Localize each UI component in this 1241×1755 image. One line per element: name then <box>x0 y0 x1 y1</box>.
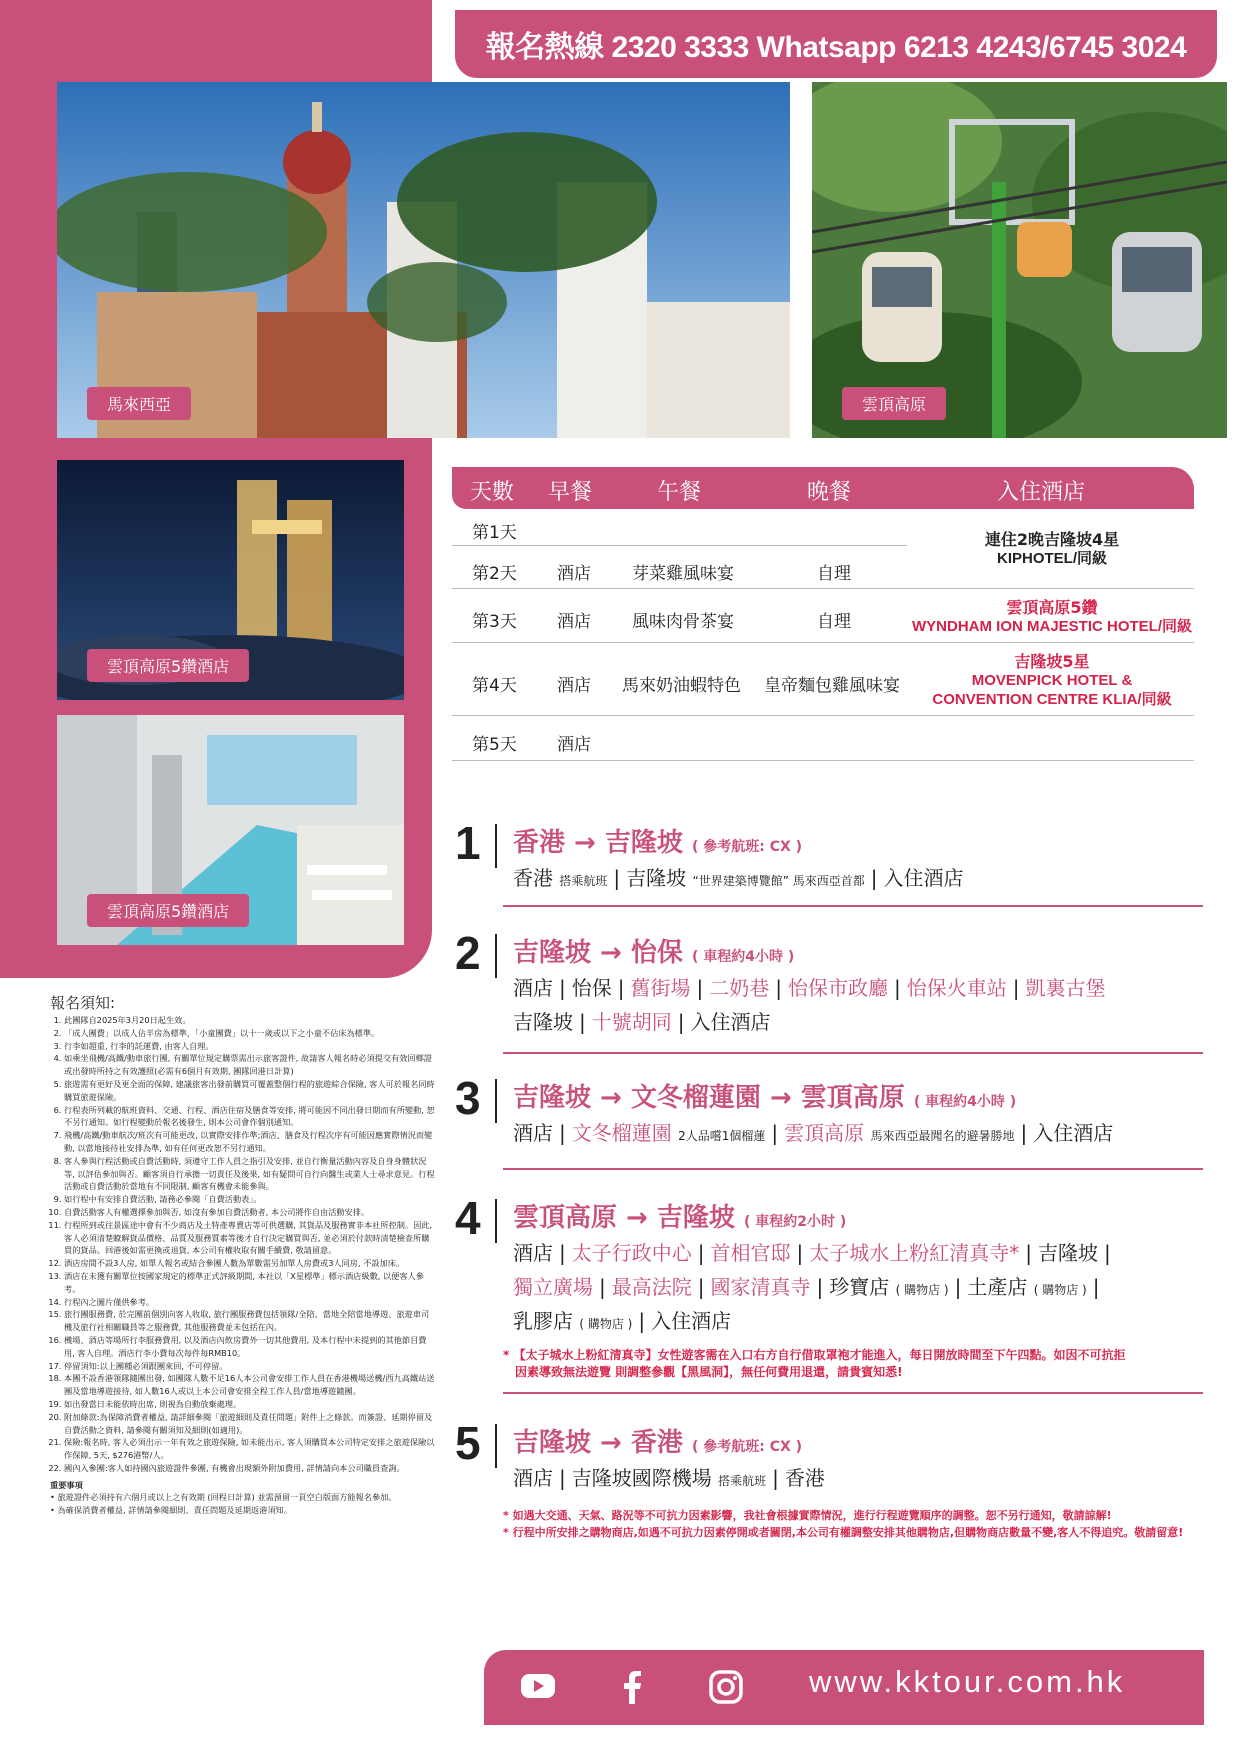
note-item: 11. 行程所到或往景區途中會有不少商店及土特產專賣店等可供選購, 其貨品及服務實非本社所控制。因此, 客人必須清楚瞭解貨品價格、品質及服務質素等後才自行決定購買與否, 並必須於付款時清楚檢查所購買的貨品。回港後如需更換或退貨, 本公司有權收取有關手續費, 敬請留意。 <box>64 1219 435 1257</box>
day-number: 1 <box>455 817 481 869</box>
day-number: 4 <box>455 1192 481 1244</box>
hotel-name-cn: 連住2晚吉隆坡4星 <box>984 530 1120 549</box>
note-item: 8. 客人參與行程活動或自費活動時, 須遵守工作人員之指引及安排, 並自行衡量活動內容及自身身體狀況等, 以評估參加與否。顧客須自行承擔一切責任及後果, 如有疑問可自行向醫生或業人士尋求意見。行程活動或自費活動於當地有不同限制, 顧客有機會未能參與。 <box>64 1155 435 1193</box>
hotel-name-cn: 雲頂高原5鑽 <box>1006 598 1098 617</box>
hotel-name-en: WYNDHAM ION MAJESTIC HOTEL/同級 <box>912 618 1192 635</box>
day-route-line-1: 酒店 | 怡保 | 舊街場 | 二奶巷 | 怡保市政廳 | 怡保火車站 | 凱裏古堡 <box>513 976 1106 1000</box>
note-item: 13. 酒店在未獲有關單位按國家規定的標準正式評級期間, 本社以「X星標準」標示酒店級數, 以便客人參考。 <box>64 1270 435 1296</box>
day4-warning-1: * 【太子城水上粉紅清真寺】女性遊客需在入口右方自行借取罩袍才能進入，每日開放時間至下午四點。如因不可抗拒 <box>503 1348 1126 1362</box>
hotel-movenpick <box>910 652 1194 709</box>
itinerary-day-2 <box>455 927 1215 1040</box>
note-item: 22. 國內入參團:客人如持國內旅遊證件參團, 有機會出現額外附加費用, 詳情請向本公司職員查詢。 <box>64 1462 435 1475</box>
note-item: 6. 行程表所列載的航班資料、交通、行程、酒店住宿及膳食等安排, 將可能因不同出發日期而有所變動, 恕不另行通知。如行程變動於報名後發生, 則本公司會作個別通知。 <box>64 1104 435 1130</box>
day-title: 吉隆坡 → 香港 ( 參考航班: CX ) <box>513 1428 803 1458</box>
day-route-line-2: 獨立廣場 | 最高法院 | 國家清真寺 | 珍寶店 ( 購物店 ) | 土產店 ( 購物店 ) | <box>513 1275 1100 1299</box>
day-separator <box>503 1168 1203 1170</box>
row-divider <box>452 760 1194 761</box>
youtube-icon[interactable] <box>519 1670 557 1706</box>
note-item: 16. 機場、酒店等場所行李服務費用, 以及酒店內飲房費外一切其他費用, 及本行程中未提到的其他節目費用, 客人自理。酒店行李小費每次每件每RMB10。 <box>64 1334 435 1360</box>
footnote-1: * 如遇大交通、天氣、路況等不可抗力因素影響，我社會根據實際情況，進行行程遊覽順序的調整。恕不另行通知，敬請諒解! <box>503 1509 1112 1522</box>
note-item: 4. 如乘坐飛機/高鐵/動車旅行團, 有關單位規定購票需出示旅客證件, 故請客人報名時必須提交有效回鄉證或出發時所持之有效護照(必需有6個月有效期, 團隊回港日計算) <box>64 1052 435 1078</box>
photo-genting-cable-car <box>812 82 1227 438</box>
day-number: 5 <box>455 1417 481 1469</box>
row-divider <box>452 642 1194 643</box>
note-item: 20. 附加條款:為保障消費者權益, 請詳細參閱「旅遊細則及責任問題」附件上之條款。而簽證、延期停留及自費活動之資料, 請參閱有關須知及細則(如適用)。 <box>64 1411 435 1437</box>
row-breakfast: 酒店 <box>557 676 591 696</box>
row-divider <box>452 588 1194 589</box>
hotel-name-en-2: CONVENTION CENTRE KLIA/同級 <box>932 691 1172 708</box>
note-item: 17. 停留須知:以上團種必須跟團來回, 不可停留。 <box>64 1360 435 1373</box>
row-lunch: 馬來奶油蝦特色 <box>622 676 741 696</box>
row-breakfast: 酒店 <box>557 564 591 584</box>
important-title: 重要事項 <box>50 1479 83 1490</box>
day-divider <box>495 1079 497 1123</box>
note-item: 14. 行程內之圖片僅供參考。 <box>64 1296 435 1309</box>
note-item: 3. 行李如超重, 行李的託運費, 由客人自理。 <box>64 1040 435 1053</box>
row-dinner: 自理 <box>817 564 851 584</box>
row-breakfast: 酒店 <box>557 735 591 755</box>
header-hotel: 入住酒店 <box>997 480 1086 505</box>
caption-hotel-1: 雲頂高原5鑽酒店 <box>87 649 249 682</box>
website-url[interactable]: www.kktour.com.hk <box>809 1664 1126 1699</box>
row-dinner: 自理 <box>817 612 851 632</box>
caption-hotel-2: 雲頂高原5鑽酒店 <box>87 894 249 927</box>
day-route: 香港 搭乘航班 | 吉隆坡 “世界建築博覽館” 馬來西亞首都 | 入住酒店 <box>513 866 964 890</box>
hotel-wyndham <box>910 598 1194 636</box>
day-route: 酒店 | 文冬榴蓮園 2人品嚐1個榴蓮 | 雲頂高原 馬來西亞最聞名的避暑勝地 | 入住酒店 <box>513 1121 1114 1145</box>
day4-warning-2: 因素導致無法遊覽 則調整參觀【黑風洞】，無任何費用退還，請貴賓知悉! <box>515 1365 903 1379</box>
day-route-line-1: 酒店 | 太子行政中心 | 首相官邸 | 太子城水上粉紅清真寺* | 吉隆坡 | <box>513 1241 1111 1265</box>
header-breakfast: 早餐 <box>548 480 593 505</box>
hotel-name-en: KIPHOTEL/同級 <box>996 550 1107 567</box>
caption-genting: 雲頂高原 <box>842 387 946 420</box>
header-dinner: 晚餐 <box>807 480 852 505</box>
notes-title: 報名須知: <box>50 994 116 1012</box>
cable-car-illustration <box>812 82 1227 438</box>
itinerary-day-5 <box>455 1417 1215 1500</box>
row-day: 第3天 <box>472 612 517 632</box>
footnote-2: * 行程中所安排之購物商店,如遇不可抗力因素停開或者關閉,本公司有權調整安排其他購物店,但購物商店數量不變,客人不得追究。敬請留意! <box>503 1526 1184 1539</box>
notes-list <box>50 1014 435 1517</box>
photo-hotel-pool <box>57 715 404 945</box>
row-day: 第2天 <box>472 564 517 584</box>
important-item: • 旅遊證件必須持有六個月或以上之有效期 (回程日計算) 並需預留一頁空白版面方能報名參加。 <box>50 1492 397 1503</box>
note-item: 9. 如行程中有安排自費活動, 請務必參閱「自費活動表」。 <box>64 1193 435 1206</box>
hotel-name-en-1: MOVENPICK HOTEL & <box>971 672 1133 689</box>
row-breakfast: 酒店 <box>557 612 591 632</box>
row-lunch: 芽菜雞風味宴 <box>632 564 734 584</box>
header-lunch: 午餐 <box>657 480 702 505</box>
row-divider <box>452 545 907 546</box>
row-divider <box>452 715 1194 716</box>
hotel-kiphotel <box>910 530 1194 568</box>
row-dinner: 皇帝麵包雞風味宴 <box>764 676 900 696</box>
note-item: 2. 「成人團費」以成人佔半房為標準，「小童團費」以十一歲或以下之小童不佔床為標準。 <box>64 1027 435 1040</box>
day-divider <box>495 824 497 868</box>
note-item: 12. 酒店房間不設3人房, 如單人報名或結合參團人數為單數需另加單人房費或3人同房, 不設加床。 <box>64 1257 435 1270</box>
important-item: • 為確保消費者權益, 詳情請參閱細則、責任問題及延期返港須知。 <box>50 1505 292 1516</box>
note-item: 19. 如出發當日未能依時出席, 則視為自動放棄處理。 <box>64 1398 435 1411</box>
day-title: 香港 → 吉隆坡 ( 參考航班: CX ) <box>513 828 803 858</box>
note-item: 5. 旅遊需有更好及更全面的保障, 建議旅客出發前購買可覆蓋整個行程的旅遊綜合保險, 客人可於報名同時購買旅遊保險。 <box>64 1078 435 1104</box>
day-number: 3 <box>455 1072 481 1124</box>
day-separator <box>503 905 1203 907</box>
malaysia-illustration <box>57 82 790 438</box>
hotline-banner: 報名熱線 2320 3333 Whatsapp 6213 4243/6745 3024 <box>455 10 1217 78</box>
photo-malaysia <box>57 82 790 438</box>
facebook-icon[interactable] <box>619 1670 645 1708</box>
row-lunch: 風味肉骨茶宴 <box>632 612 734 632</box>
note-item: 7. 飛機/高鐵/動車航次/班次有可能更改, 以實際安排作準;酒店、膳食及行程次序有可能因應實際情況而變動, 以當地接待社安排為準, 如有任何更改恕不另行通知。 <box>64 1129 435 1155</box>
row-day: 第1天 <box>472 523 517 543</box>
footer-bar <box>484 1650 1204 1725</box>
schedule-table-header <box>452 467 1194 509</box>
day-divider <box>495 934 497 978</box>
day-route-line-2: 吉隆坡 | 十號胡同 | 入住酒店 <box>513 1010 771 1034</box>
photo-hotel-night <box>57 460 404 700</box>
note-item: 18. 本團不設香港領隊隨團出發, 如團隊人數不足16人本公司會安排工作人員在香港機場送機/西九高鐵站送團及當地導遊接待, 如人數16人或以上本公司會安排全程工作人員/當地導遊隨團。 <box>64 1372 435 1398</box>
hotel-name-cn: 吉隆坡5星 <box>1014 652 1090 671</box>
day-route: 酒店 | 吉隆坡國際機場 搭乘航班 | 香港 <box>513 1466 825 1490</box>
day-title: 雲頂高原 → 吉隆坡 ( 車程約2小时 ) <box>513 1203 847 1233</box>
day-separator <box>503 1392 1203 1394</box>
day-divider <box>495 1424 497 1468</box>
day-number: 2 <box>455 927 481 979</box>
caption-malaysia: 馬來西亞 <box>87 387 191 420</box>
row-day: 第4天 <box>472 676 517 696</box>
day-route-line-3: 乳膠店 ( 購物店 ) | 入住酒店 <box>513 1309 732 1333</box>
instagram-icon[interactable] <box>709 1670 743 1708</box>
day-divider <box>495 1199 497 1243</box>
header-days: 天數 <box>470 480 515 505</box>
note-item: 10. 自費活動客人有權選擇參加與否, 如沒有參加自費活動者, 本公司將作自由活動安排。 <box>64 1206 435 1219</box>
itinerary-day-1 <box>455 817 1215 900</box>
itinerary-day-3 <box>455 1072 1215 1155</box>
day-title: 吉隆坡 → 文冬榴蓮園 → 雲頂高原 ( 車程約4小時 ) <box>513 1083 1017 1113</box>
row-day: 第5天 <box>472 735 517 755</box>
note-item: 1. 此團隊自2025年3月20日起生效。 <box>64 1014 435 1027</box>
day-separator <box>503 1052 1203 1054</box>
note-item: 21. 保險:報名時, 客人必須出示一年有效之旅遊保險, 如未能出示, 客人須購買本公司特定安排之旅遊保險以作保障, 5天, $276港幣/人。 <box>64 1436 435 1462</box>
day-title: 吉隆坡 → 怡保 ( 車程約4小時 ) <box>513 938 795 968</box>
note-item: 15. 旅行團服務費, 於完團前個別向客人收取, 旅行團服務費包括領隊/全陪、當地全陪當地導遊、旅遊車司機及旅行社相關職員等之服務費, 其他服務費並未包括在內。 <box>64 1308 435 1334</box>
